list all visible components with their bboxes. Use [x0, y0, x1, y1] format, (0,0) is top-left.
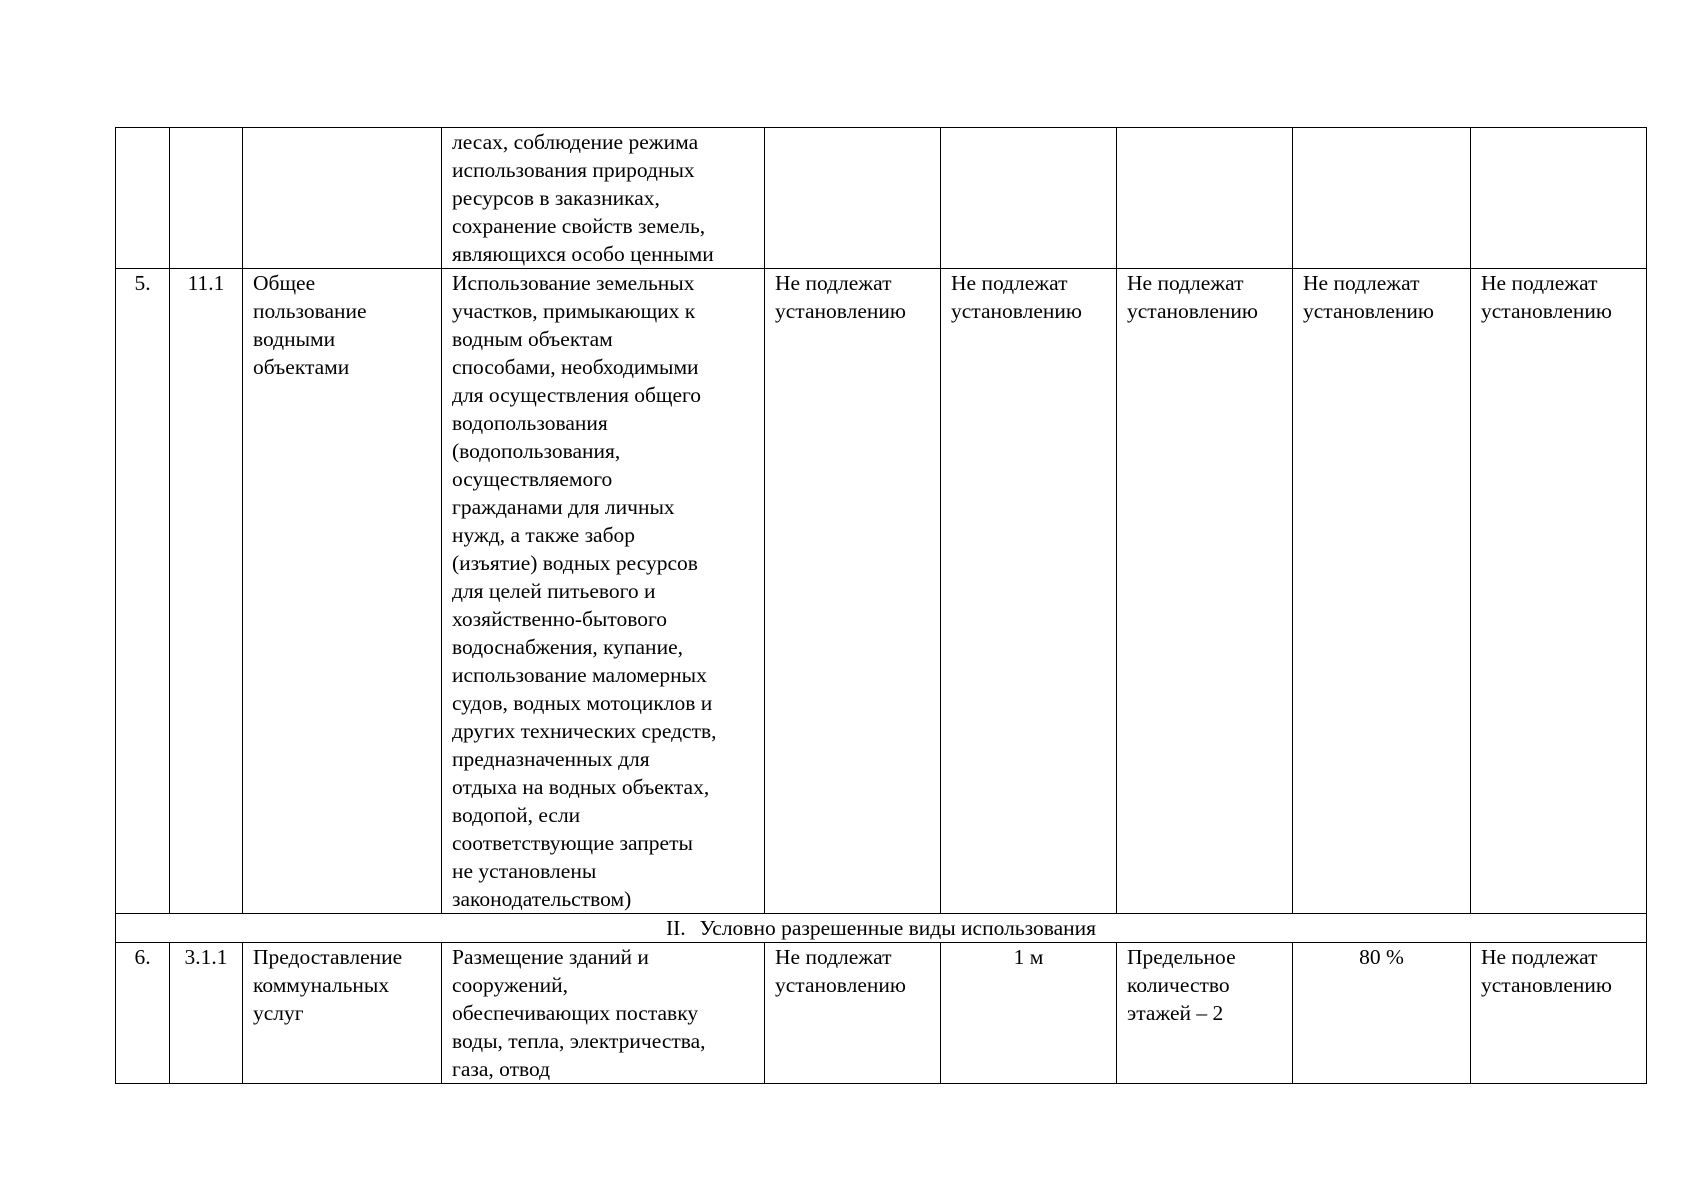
section-title: Условно разрешенные виды использования	[699, 916, 1097, 940]
description-text: Использование земельных участков, примыкающих к водным объектам способами, необходимыми для осуществления общего водопользования (водопользования, осуществляемого гражданами для личных нужд, а также забор (изъятие) водных ресурсов для целей питьевого и хозяйственно-бытового водоснабжения, купание, использование маломерных судов, водных мотоциклов и других технических средств, предназначенных для отдыха на водных объектах, водопой, если соответствующие запреты не установлены законодательством)	[452, 271, 717, 911]
table-row	[116, 269, 1647, 914]
name-text: Предоставление коммунальных услуг	[253, 945, 403, 1025]
row-param-1	[765, 269, 941, 914]
row-code: 11.1	[170, 269, 243, 914]
param-text: Не подлежат установлению	[1127, 271, 1258, 323]
param-text: Предельное количество этажей – 2	[1127, 945, 1236, 1025]
param-text: Не подлежат установлению	[1481, 271, 1612, 323]
param-text: Не подлежат установлению	[1481, 945, 1612, 997]
row-param-3	[1117, 269, 1293, 914]
row-number: 5.	[116, 269, 170, 914]
table-row-continuation	[116, 128, 1647, 269]
cell-num	[116, 128, 170, 269]
row-number: 6.	[116, 943, 170, 1084]
param-text: 80 %	[1359, 945, 1404, 969]
cell-param-3	[1117, 128, 1293, 269]
table-row	[116, 943, 1647, 1084]
row-param-4	[1293, 943, 1471, 1084]
cell-param-4	[1293, 128, 1471, 269]
param-text: 1 м	[1013, 945, 1044, 969]
description-text: лесах, соблюдение режима использования природных ресурсов в заказниках, сохранение свойств земель, являющихся особо ценными	[452, 130, 714, 266]
name-text: Общее пользование водными объектами	[253, 271, 367, 379]
cell-param-2	[941, 128, 1117, 269]
param-text: Не подлежат установлению	[775, 271, 906, 323]
row-name	[243, 269, 442, 914]
row-param-2	[941, 269, 1117, 914]
param-text: Не подлежат установлению	[951, 271, 1082, 323]
row-param-4	[1293, 269, 1471, 914]
section-header-row	[116, 914, 1647, 943]
cell-name	[243, 128, 442, 269]
row-name	[243, 943, 442, 1084]
cell-code	[170, 128, 243, 269]
param-text: Не подлежат установлению	[1303, 271, 1434, 323]
cell-description	[442, 128, 765, 269]
cell-param-5	[1471, 128, 1647, 269]
row-description	[442, 943, 765, 1084]
row-param-5	[1471, 943, 1647, 1084]
row-code: 3.1.1	[170, 943, 243, 1084]
section-roman: II.	[665, 916, 686, 940]
description-text: Размещение зданий и сооружений, обеспечивающих поставку воды, тепла, электричества, газа, отвод	[452, 945, 706, 1081]
row-param-1	[765, 943, 941, 1084]
section-header	[116, 914, 1647, 943]
row-param-2	[941, 943, 1117, 1084]
row-description	[442, 269, 765, 914]
land-use-table	[115, 127, 1647, 1084]
row-param-5	[1471, 269, 1647, 914]
param-text: Не подлежат установлению	[775, 945, 906, 997]
row-param-3	[1117, 943, 1293, 1084]
cell-param-1	[765, 128, 941, 269]
